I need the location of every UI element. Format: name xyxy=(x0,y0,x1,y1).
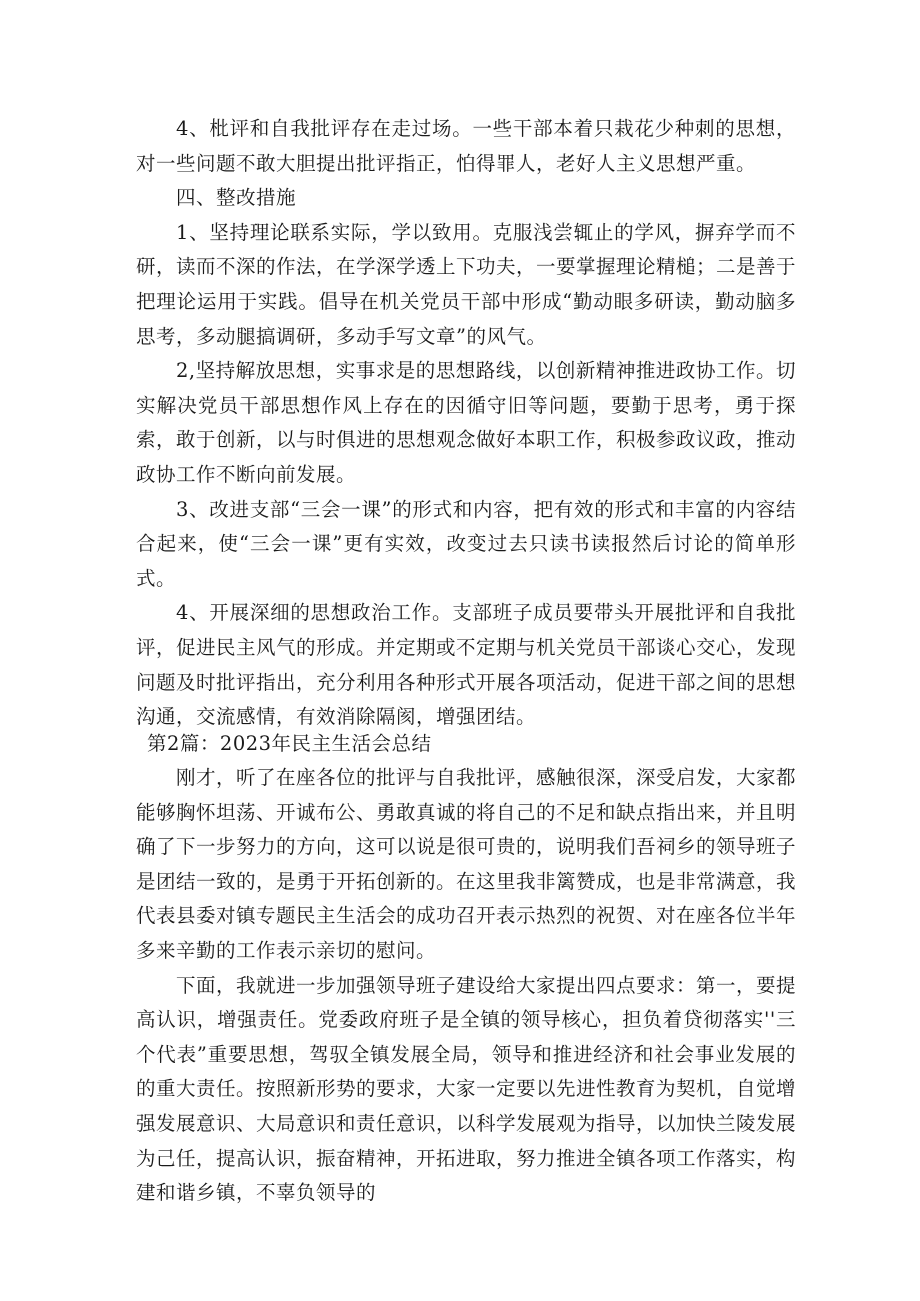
paragraph-measure-4: 4、开展深细的思想政治工作。支部班子成员要带头开展批评和自我批评，促进民主风气的形成。并定期或不定期与机关党员干部谈心交心，发现问题及时批评指出，充分利用各种形式开展各项活动，促进干部之间的思想沟通，交流感情，有效消除隔阂，增强团结。 xyxy=(136,601,797,729)
paragraph-criticism: 4、枇评和自我批评存在走过场。一些干部本着只栽花少种刺的思想，对一些问题不敢大胆提出批评指正，怕得罪人，老好人主义思想严重。 xyxy=(136,117,796,175)
section-one-body xyxy=(136,112,796,735)
paragraph-measure-2: 2,坚持解放思想，实事求是的思想路线，以创新精神推进政协工作。切实解决党员干部思想作风上存在的因循守旧等问题，要勤于思考，勇于探索，敢于创新，以与时俱进的思想观念做好本职工作，积极参政议政，推动政协工作不断向前发展。 xyxy=(136,359,797,486)
heading-rectification-measures: 四、整改措施 xyxy=(176,186,297,210)
paragraph-opening-remarks: 刚才，听了在座各位的批评与自我批评，感触很深，深受启发，大家都能够胸怀坦荡、开诚布公、勇敢真诚的将自己的不足和缺点指出来，并且明确了下一步努力的方向，这可以说是很可贵的，说明我们吾祠乡的领导班子是团结一致的，是勇于开拓创新的。在这里我非篱赞成，也是非常满意，我代表县委对镇专题民主生活会的成功召开表示热烈的祝贺、对在座各位半年多来辛勤的工作表示亲切的慰问。 xyxy=(136,766,797,962)
section-two-body xyxy=(136,761,796,1211)
paragraph-measure-1: 1、坚持理论联系实际，学以致用。克服浅尝辄止的学风，摒弃学而不研，读而不深的作法，在学深学透上下功夫，一要掌握理论精槌；二是善于把理论运用于实践。倡导在机关党员干部中形成“勤动眼多研读，勤动脑多思考，多动腿搞调研，多动手写文章”的风气。 xyxy=(136,220,797,348)
paragraph-requirements: 下面，我就进一步加强领导班子建设给大家提出四点要求：第一，要提高认识，增强责任。党委政府班子是全镇的领导核心，担负着贷彻落实''三个代表”重要思想，驾驭全镇发展全局，领导和推进经济和社会事业发展的的重大责任。按照新形势的要求，大家一定要以先进性教育为契机，自觉增强发展意识、大局意识和责任意识，以科学发展观为指导，以加快兰陵发展为己任，提高认识，振奋精神，开拓进取，努力推进全镇各项工作落实，构建和谐乡镇，不辜负领导的 xyxy=(136,973,797,1205)
article-title: 第2篇：2023年民主生活会总结 xyxy=(147,732,432,755)
paragraph-measure-3: 3、改进支部“三会一课”的形式和内容，把有效的形式和丰富的内容结合起来，使“三会一课”更有实效，改变过去只读书读报然后讨论的简单形式。 xyxy=(136,497,796,590)
